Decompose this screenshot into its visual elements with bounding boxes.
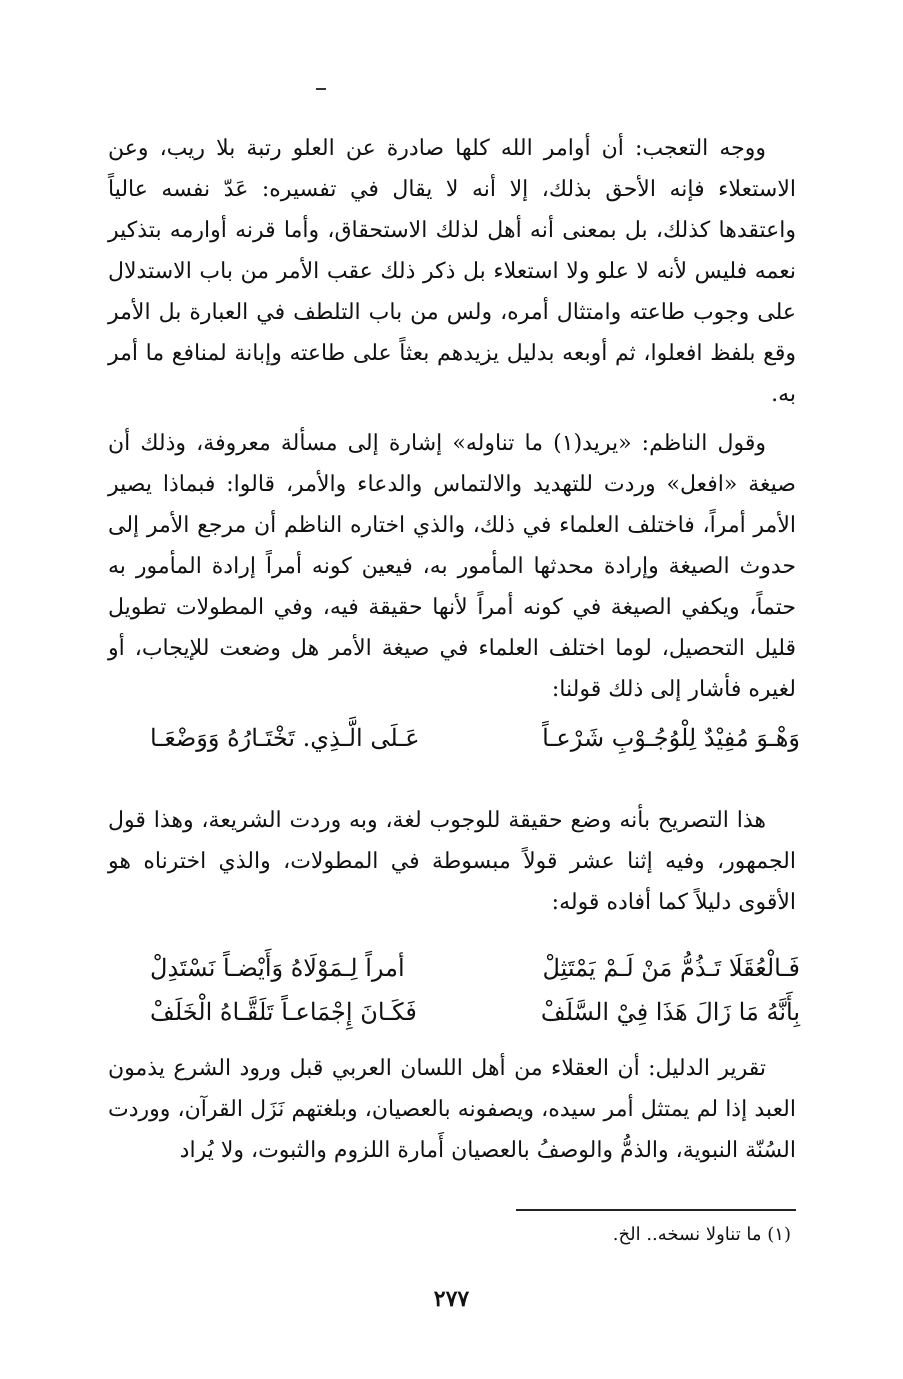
- verse-1-first-hemistich: وَهْـوَ مُفِيْدٌ لِلْوُجُـوْبِ شَرْعـاً: [542, 724, 800, 752]
- paragraph-taqrir: تقرير الدليل: أن العقلاء من أهل اللسان العربي قبل ورود الشرع يذمون العبد إذا لم يمتثل أمر سيده، ويصفونه بالعصيان، وبلغتهم نَزَل القرآن، ووردت السُنّة النبوية، والذمُّ والوصفُ بالعصيان أَمارة اللزوم والثبوت، ولا يُراد: [108, 1056, 796, 1163]
- verse-1-second-hemistich: عَـلَى الَّـذِي. تَخْتَـارُهُ وَوَضْعَـا: [150, 724, 420, 752]
- verse-line-1: [150, 718, 800, 762]
- main-text-bottom: [108, 1048, 796, 1171]
- verse-line-3: [150, 992, 800, 1036]
- paragraph-tasrih: هذا التصريح بأنه وضع حقيقة للوجوب لغة، وبه وردت الشريعة، وهذا قول الجمهور، وفيه إثنا عشر قولاً مبسوطة في المطولات، والذي اخترناه هو الأقوى دليلاً كما أفاده قوله:: [108, 808, 796, 915]
- main-text-top: [108, 128, 796, 710]
- verse-3-second-hemistich: فَكَـانَ إِجْمَاعـاً تَلَقَّـاهُ الْخَلَفْ: [150, 998, 417, 1026]
- footnote: (١) ما تناولا نسخه.. الخ.: [612, 1224, 791, 1245]
- footnote-divider: [516, 1209, 796, 1211]
- verse-2-first-hemistich: فَـالْعُقَلَا تَـذُمُّ مَنْ لَـمْ يَمْتَثِلْ: [542, 954, 800, 982]
- page-number: ٢٧٧: [433, 1286, 470, 1312]
- verse-line-2: [150, 948, 800, 992]
- paragraph-nazim: وقول الناظم: «يريد(١) ما تناوله» إشارة إلى مسألة معروفة، وذلك أن صيغة «افعل» وردت للتهديد والالتماس والدعاء والأمر، قالوا: فبماذا يصير الأمر أمراً، فاختلف العلماء في ذلك، والذي اختاره الناظم أن مرجع الأمر إلى حدوث الصيغة وإرادة محدثها المأمور به، فيعين كونه أمراً إرادة المأمور به حتماً، ويكفي الصيغة في كونه أمراً لأنها حقيقة فيه، وفي المطولات تطويل قليل التحصيل، لوما اختلف العلماء في صيغة الأمر هل وضعت للإيجاب، أو لغيره فأشار إلى ذلك قولنا:: [108, 431, 796, 702]
- paragraph-taajjub: ووجه التعجب: أن أوامر الله كلها صادرة عن العلو رتبة بلا ريب، وعن الاستعلاء فإنه الأحق بذلك، إلا أنه لا يقال في تفسيره: عَدّ نفسه عالياً واعتقدها كذلك، بل بمعنى أنه أهل لذلك الاستحقاق، وأما قرنه أوارمه بتذكير نعمه فليس لأنه لا علو ولا استعلاء بل ذكر ذلك عقب الأمر من باب الاستدلال على وجوب طاعته وامتثال أمره، ولس من باب التلطف في العبارة بل الأمر وقع بلفظ افعلوا، ثم أوبعه بدليل يزيدهم بعثاً على طاعته وإبانة لمنافع ما أمر به.: [108, 136, 797, 407]
- main-text-middle: [108, 800, 796, 923]
- verse-2-second-hemistich: أمراً لِـمَوْلَاهُ وَأَيْضـاً نَسْتَدِلْ: [150, 954, 405, 982]
- verse-3-first-hemistich: بِأَنَّهُ مَا زَالَ هَذَا فِيْ السَّلَفْ: [540, 998, 800, 1026]
- page-top-mark: [316, 88, 326, 90]
